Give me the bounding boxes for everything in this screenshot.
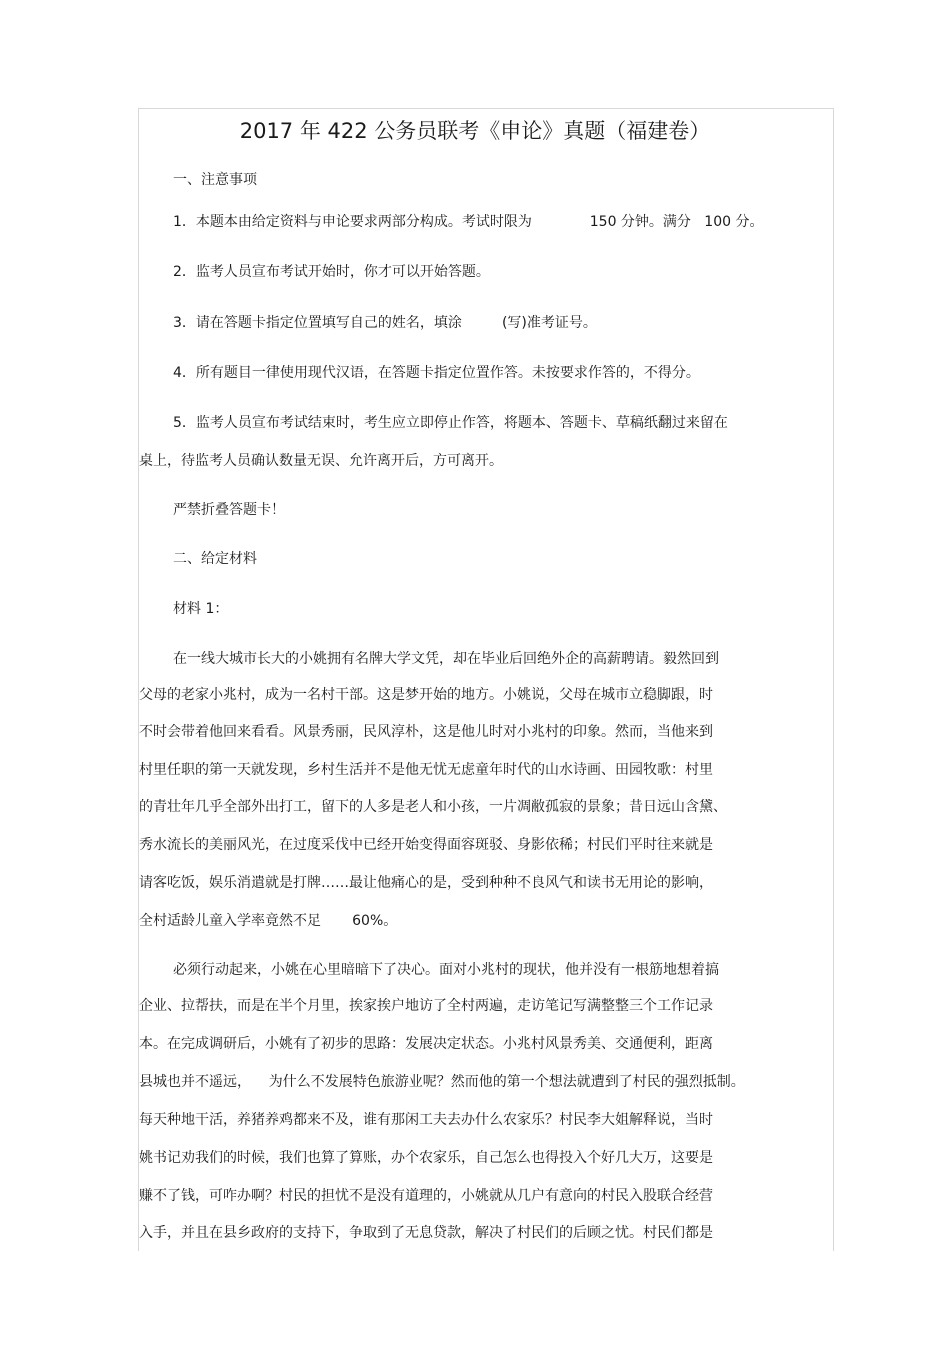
paragraph-1-line: 父母的老家小兆村，成为一名村干部。这是梦开始的地方。小姚说，父母在城市立稳脚跟，时 xyxy=(139,687,713,703)
paragraph-1-line: 村里任职的第一天就发现，乡村生活并不是他无忧无虑童年时代的山水诗画、田园牧歌：村里 xyxy=(139,762,713,778)
paragraph-1-line: 的青壮年几乎全部外出打工，留下的人多是老人和小孩，一片凋敝孤寂的景象；昔日远山含黛、 xyxy=(139,799,727,815)
note-item-2: 2．监考人员宣布考试开始时，你才可以开始答题。 xyxy=(173,264,490,280)
note-item-3: 3．请在答题卡指定位置填写自己的姓名，填涂 (写)准考证号。 xyxy=(173,315,597,331)
section-heading-materials: 二、给定材料 xyxy=(173,551,257,567)
page-title: 2017 年 422 公务员联考《申论》真题（福建卷） xyxy=(239,119,711,143)
paragraph-2-line: 姚书记劝我们的时候，我们也算了算账，办个农家乐，自己怎么也得投入个好几大万，这要是 xyxy=(139,1150,713,1166)
note-item-5-line-2: 桌上，待监考人员确认数量无误、允许离开后，方可离开。 xyxy=(139,453,503,469)
material-label: 材料 1： xyxy=(173,601,229,617)
note-item-5-line-1: 5．监考人员宣布考试结束时，考生应立即停止作答，将题本、答题卡、草稿纸翻过来留在 xyxy=(173,415,728,431)
note-item-4: 4．所有题目一律使用现代汉语，在答题卡指定位置作答。未按要求作答的，不得分。 xyxy=(173,365,700,381)
paragraph-2-line: 赚不了钱，可咋办啊？村民的担忧不是没有道理的，小姚就从几户有意向的村民入股联合经营 xyxy=(139,1188,713,1204)
paragraph-2-line: 必须行动起来，小姚在心里暗暗下了决心。面对小兆村的现状，他并没有一根筋地想着搞 xyxy=(173,962,719,978)
section-heading-notes: 一、注意事项 xyxy=(173,172,257,188)
paragraph-2-line: 每天种地干活，养猪养鸡都来不及，谁有那闲工夫去办什么农家乐？村民李大姐解释说，当时 xyxy=(139,1112,713,1128)
paragraph-1-line: 全村适龄儿童入学率竟然不足 60%。 xyxy=(139,913,398,929)
paragraph-1-line: 请客吃饭，娱乐消遣就是打牌……最让他痛心的是，受到种种不良风气和读书无用论的影响， xyxy=(139,875,713,891)
paragraph-1-line: 不时会带着他回来看看。风景秀丽，民风淳朴，这是他儿时对小兆村的印象。然而，当他来到 xyxy=(139,724,713,740)
note-item-1: 1．本题本由给定资料与申论要求两部分构成。考试时限为 150 分钟。满分 100 分。 xyxy=(173,214,764,230)
paragraph-1-line: 秀水流长的美丽风光，在过度采伐中已经开始变得面容斑驳、身影依稀；村民们平时往来就是 xyxy=(139,837,713,853)
paragraph-2-line: 入手，并且在县乡政府的支持下，争取到了无息贷款，解决了村民们的后顾之忧。村民们都是 xyxy=(139,1225,713,1241)
paragraph-2-line: 县城也并不遥远， 为什么不发展特色旅游业呢？然而他的第一个想法就遭到了村民的强烈抵制。 xyxy=(139,1074,745,1090)
paragraph-1-line: 在一线大城市长大的小姚拥有名牌大学文凭，却在毕业后回绝外企的高薪聘请。毅然回到 xyxy=(173,651,719,667)
warning-text: 严禁折叠答题卡！ xyxy=(173,502,285,518)
paragraph-2-line: 本。在完成调研后，小姚有了初步的思路：发展决定状态。小兆村风景秀美、交通便利，距离 xyxy=(139,1036,713,1052)
paragraph-2-line: 企业、拉帮扶，而是在半个月里，挨家挨户地访了全村两遍，走访笔记写满整整三个工作记录 xyxy=(139,998,713,1014)
